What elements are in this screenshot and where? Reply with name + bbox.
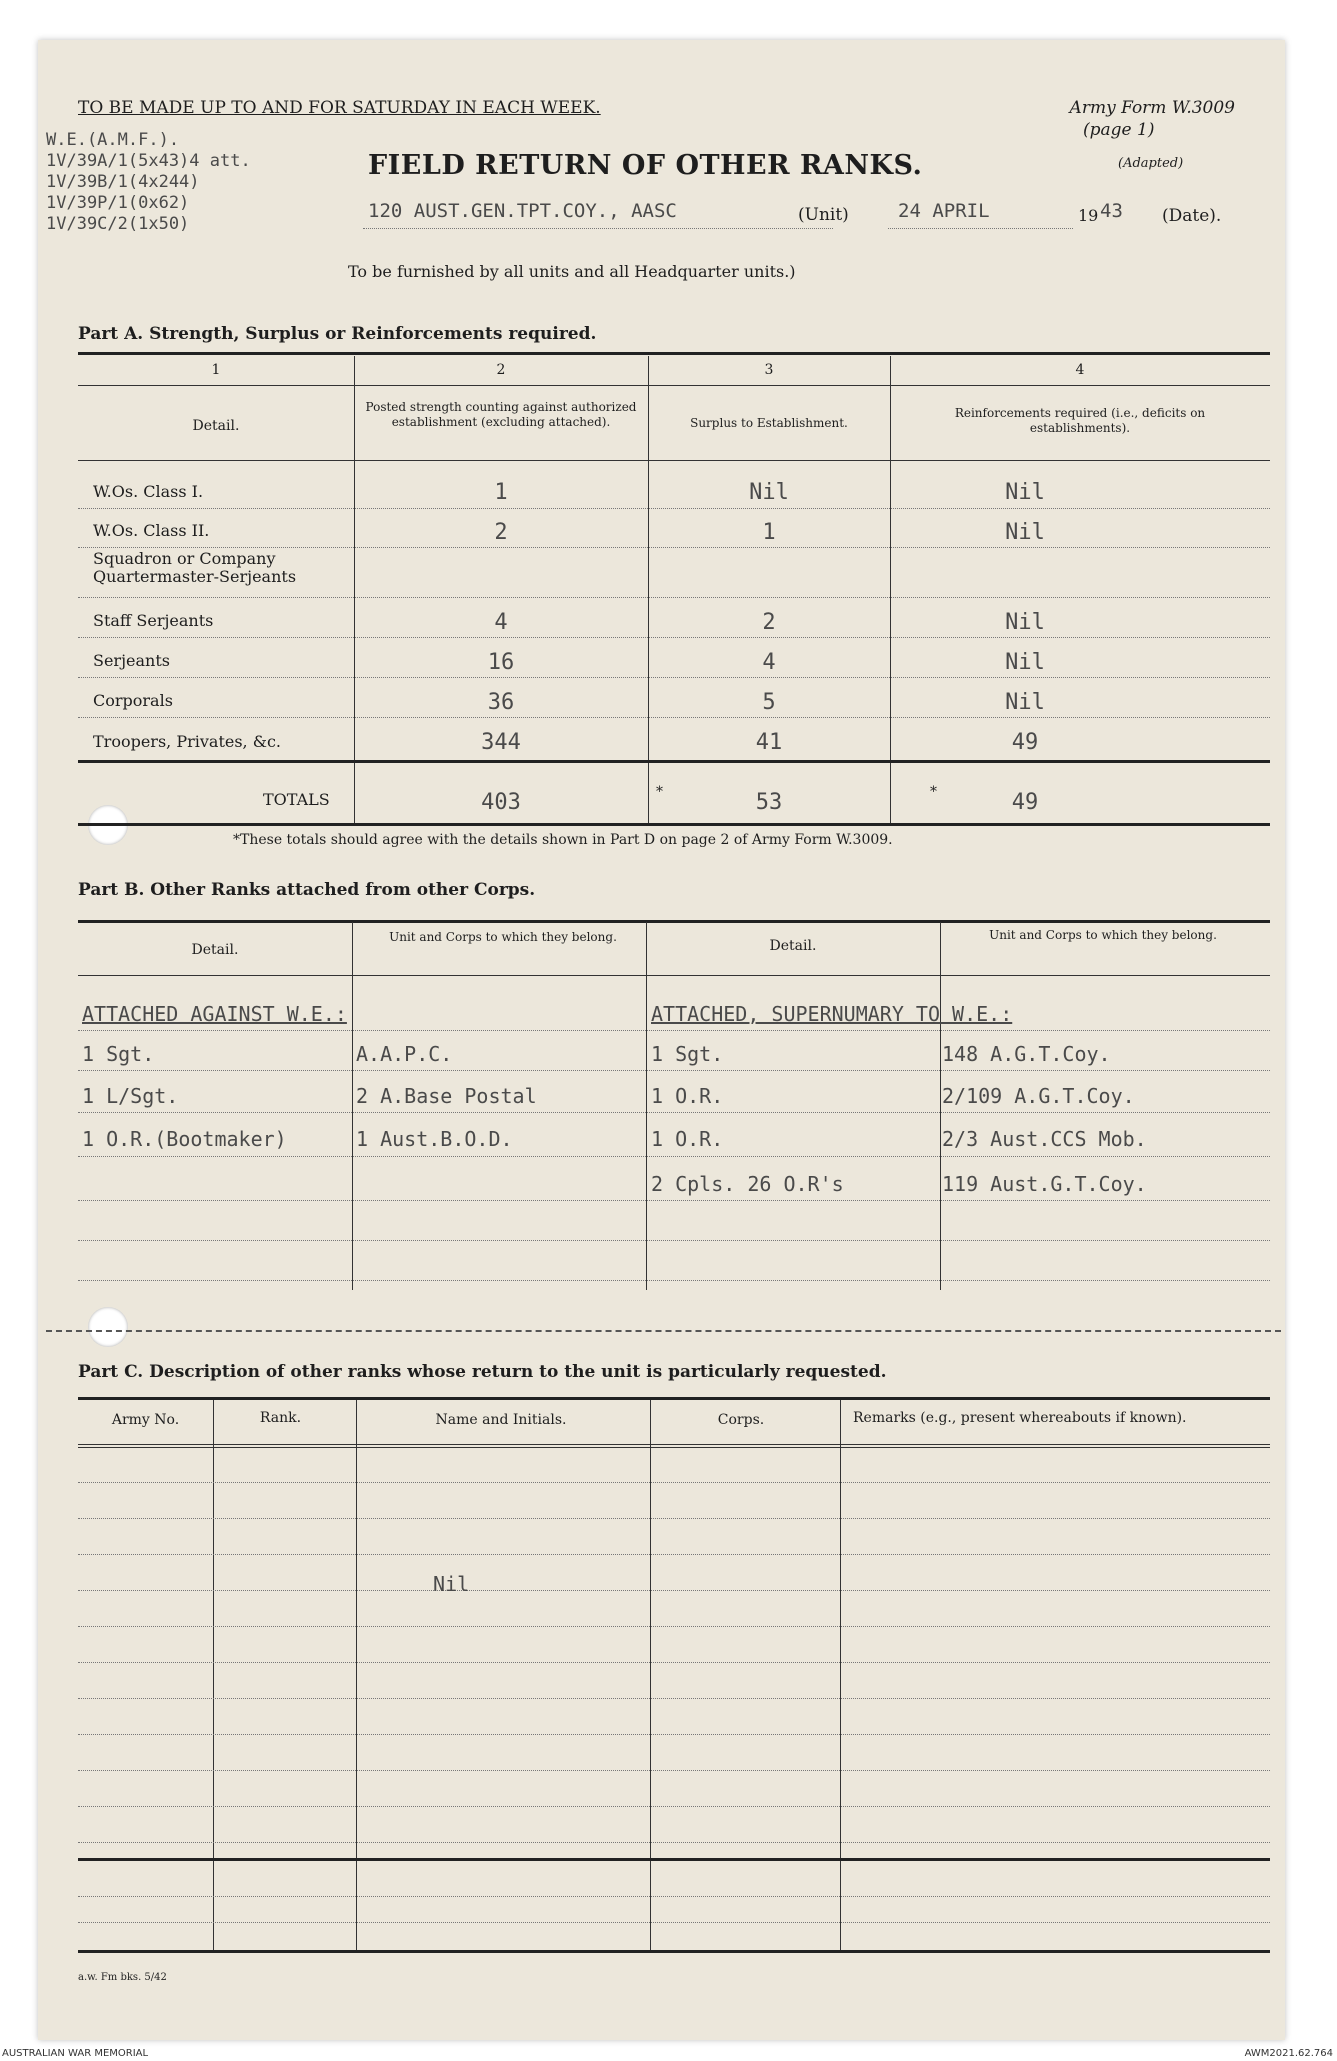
form-sheet [38,40,1285,2040]
page-number: (page 1) [1083,120,1155,140]
total-surplus: 53 [755,790,783,815]
surplus-value: Nil [749,480,789,505]
supernumerary-detail: 1 O.R. [651,1084,724,1108]
col-header-unit-corps: Unit and Corps to which they belong. [389,930,617,944]
surplus-value: 2 [762,610,776,635]
attached-detail: 1 O.R.(Bootmaker) [82,1127,287,1151]
col-header-unit-corps: Unit and Corps to which they belong. [989,928,1217,942]
posted-strength: 36 [487,690,515,715]
col-header-rank: Rank. [259,1410,302,1426]
supernumerary-unit: 2/3 Aust.CCS Mob. [942,1127,1147,1151]
we-reference-line: 1V/39B/1(4x244) [46,172,200,192]
surplus-value: 1 [762,520,776,545]
surplus-value: 41 [755,730,783,755]
supernumerary-detail: 2 Cpls. 26 O.R's [651,1172,844,1196]
surplus-value: 4 [762,650,776,675]
totals-label: TOTALS [263,790,330,809]
col-header-detail: Detail. [192,418,240,434]
supernumerary-unit: 148 A.G.T.Coy. [942,1042,1111,1066]
surplus-value: 5 [762,690,776,715]
furnished-note: To be furnished by all units and all Headquarter units.) [348,262,796,281]
reinforcement-value: Nil [1005,690,1045,715]
row-detail: Squadron or Company Quartermaster-Serjeants [93,549,297,586]
posted-strength: 344 [481,730,521,755]
row-detail: Staff Serjeants [93,611,214,630]
col-header-reinforcements: Reinforcements required (i.e., deficits on establishments). [954,406,1206,435]
posted-strength: 16 [487,650,515,675]
attached-detail: 1 Sgt. [82,1042,155,1066]
we-reference-line: 1V/39A/1(5x43)4 att. [46,151,251,171]
posted-strength: 4 [494,610,508,635]
archive-accession: AWM2021.62.764 [1244,2048,1333,2059]
supernumerary-unit: 2/109 A.G.T.Coy. [942,1084,1135,1108]
we-reference-line: 1V/39P/1(0x62) [46,193,190,213]
totals-footnote: *These totals should agree with the details shown in Part D on page 2 of Army Form W.3009. [233,832,893,848]
col-header-name: Name and Initials. [435,1412,567,1428]
reinforcement-value: Nil [1005,520,1045,545]
col-header-posted: Posted strength counting against authorized establishment (excluding attached). [365,400,637,429]
unit-value: 120 AUST.GEN.TPT.COY., AASC [368,200,677,222]
reinforcement-value: Nil [1005,610,1045,635]
part-b-heading: Part B. Other Ranks attached from other Corps. [78,880,536,900]
form-title: FIELD RETURN OF OTHER RANKS. [368,150,923,181]
reinforcement-value: 49 [1011,730,1039,755]
archive-credit: AUSTRALIAN WAR MEMORIAL [2,2048,149,2059]
attached-detail: 1 L/Sgt. [82,1084,179,1108]
posted-strength: 1 [494,480,508,505]
col-number: 3 [764,362,774,378]
part-c-heading: Part C. Description of other ranks whose return to the unit is particularly requested. [78,1362,887,1382]
punch-hole [88,1307,128,1347]
print-code: a.w. Fm bks. 5/42 [78,1972,167,1983]
total-reinforcements: 49 [1011,790,1039,815]
row-detail: Serjeants [93,651,170,670]
unit-label: (Unit) [798,205,849,225]
row-detail: W.Os. Class II. [93,521,210,540]
attached-unit: 1 Aust.B.O.D. [356,1127,513,1151]
date-value: 24 APRIL [898,200,990,222]
supernumerary-unit: 119 Aust.G.T.Coy. [942,1172,1147,1196]
row-detail: Corporals [93,691,173,710]
perforation-line [46,1330,1281,1332]
supernumerary-detail: 1 O.R. [651,1127,724,1151]
we-reference-line: W.E.(A.M.F.). [46,130,180,150]
col-number: 1 [211,362,221,378]
col-header-detail: Detail. [769,938,817,954]
asterisk-mark: * [930,784,937,800]
total-posted: 403 [481,790,521,815]
part-c-entry: Nil [433,1572,470,1596]
part-a-heading: Part A. Strength, Surplus or Reinforcements required. [78,324,597,344]
we-reference-line: 1V/39C/2(1x50) [46,214,190,234]
col-header-detail: Detail. [191,942,239,958]
year-prefix: 19 [1078,206,1099,225]
col-number: 4 [1075,362,1085,378]
col-number: 2 [496,362,506,378]
date-label: (Date). [1162,206,1222,226]
supernumerary-detail: 1 Sgt. [651,1042,724,1066]
year-value: 43 [1100,200,1123,222]
col-header-surplus: Surplus to Establishment. [690,416,848,430]
weekly-instruction: TO BE MADE UP TO AND FOR SATURDAY IN EACH WEEK. [78,98,601,118]
attached-unit: A.A.P.C. [356,1042,453,1066]
asterisk-mark: * [656,784,663,800]
col-header-corps: Corps. [717,1412,765,1428]
row-detail: W.Os. Class I. [93,482,204,501]
attached-supernumerary-heading: ATTACHED, SUPERNUMARY TO W.E.: [651,1002,1013,1026]
adapted-note: (Adapted) [1118,156,1184,171]
reinforcement-value: Nil [1005,650,1045,675]
reinforcement-value: Nil [1005,480,1045,505]
form-reference: Army Form W.3009 [1069,98,1235,118]
attached-against-heading: ATTACHED AGAINST W.E.: [82,1002,347,1026]
col-header-army-no: Army No. [111,1412,180,1428]
attached-unit: 2 A.Base Postal [356,1084,537,1108]
row-detail: Troopers, Privates, &c. [93,732,282,751]
posted-strength: 2 [494,520,508,545]
col-header-remarks: Remarks (e.g., present whereabouts if known). [853,1410,1187,1426]
